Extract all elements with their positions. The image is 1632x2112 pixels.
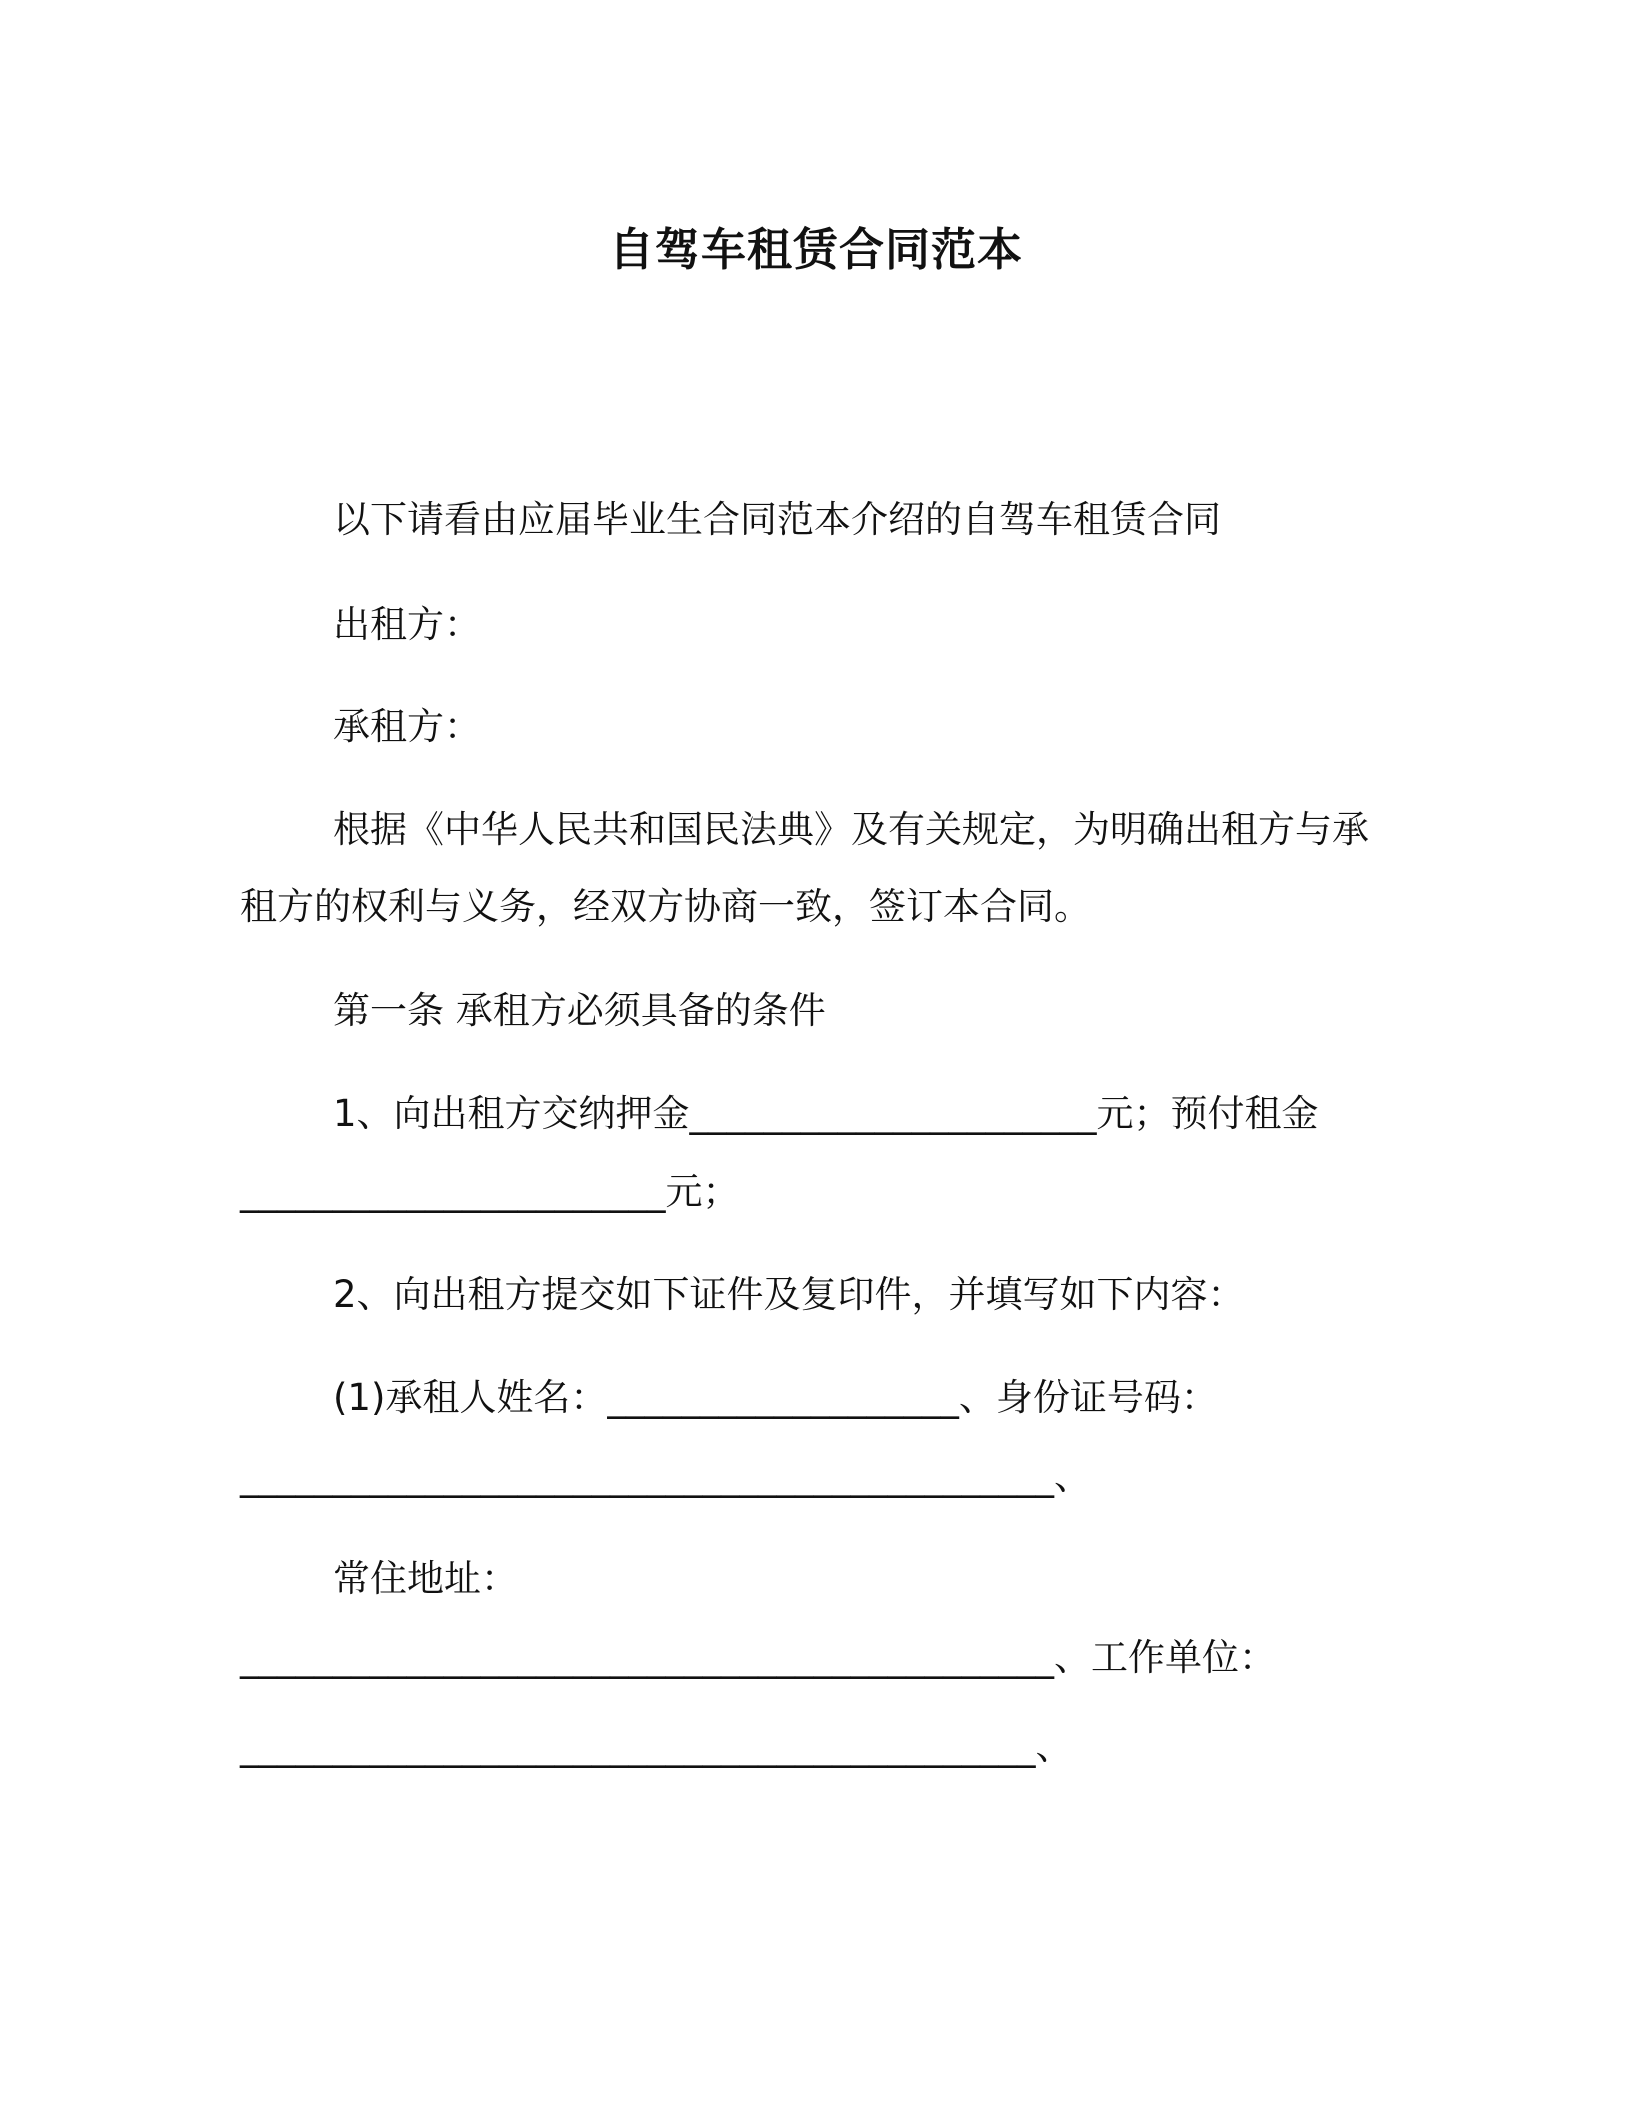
document-title: 自驾车租赁合同范本 bbox=[608, 223, 1023, 276]
deposit-line-1: 1、向出租方交纳押金______________________元；预付租金 bbox=[333, 1092, 1319, 1135]
lessee-label: 承租方： bbox=[333, 705, 481, 748]
work-unit-line: ___________________________________________、 bbox=[240, 1725, 1073, 1768]
article-1-heading: 第一条 承租方必须具备的条件 bbox=[333, 989, 826, 1032]
basis-line-2: 租方的权利与义务，经双方协商一致，签订本合同。 bbox=[240, 885, 1091, 928]
address-line: ____________________________________________、工作单位： bbox=[240, 1636, 1276, 1679]
lessor-label: 出租方： bbox=[333, 603, 481, 646]
deposit-line-2: _______________________元； bbox=[240, 1170, 740, 1213]
address-label: 常住地址： bbox=[333, 1557, 518, 1600]
documents-line: 2、向出租方提交如下证件及复印件，并填写如下内容： bbox=[333, 1273, 1245, 1316]
basis-line-1: 根据《中华人民共和国民法典》及有关规定，为明确出租方与承 bbox=[333, 808, 1369, 851]
lessee-name-line: (1)承租人姓名：___________________、身份证号码： bbox=[333, 1376, 1218, 1419]
intro-line: 以下请看由应届毕业生合同范本介绍的自驾车租赁合同 bbox=[333, 498, 1221, 541]
id-number-line: ____________________________________________、 bbox=[240, 1455, 1091, 1498]
